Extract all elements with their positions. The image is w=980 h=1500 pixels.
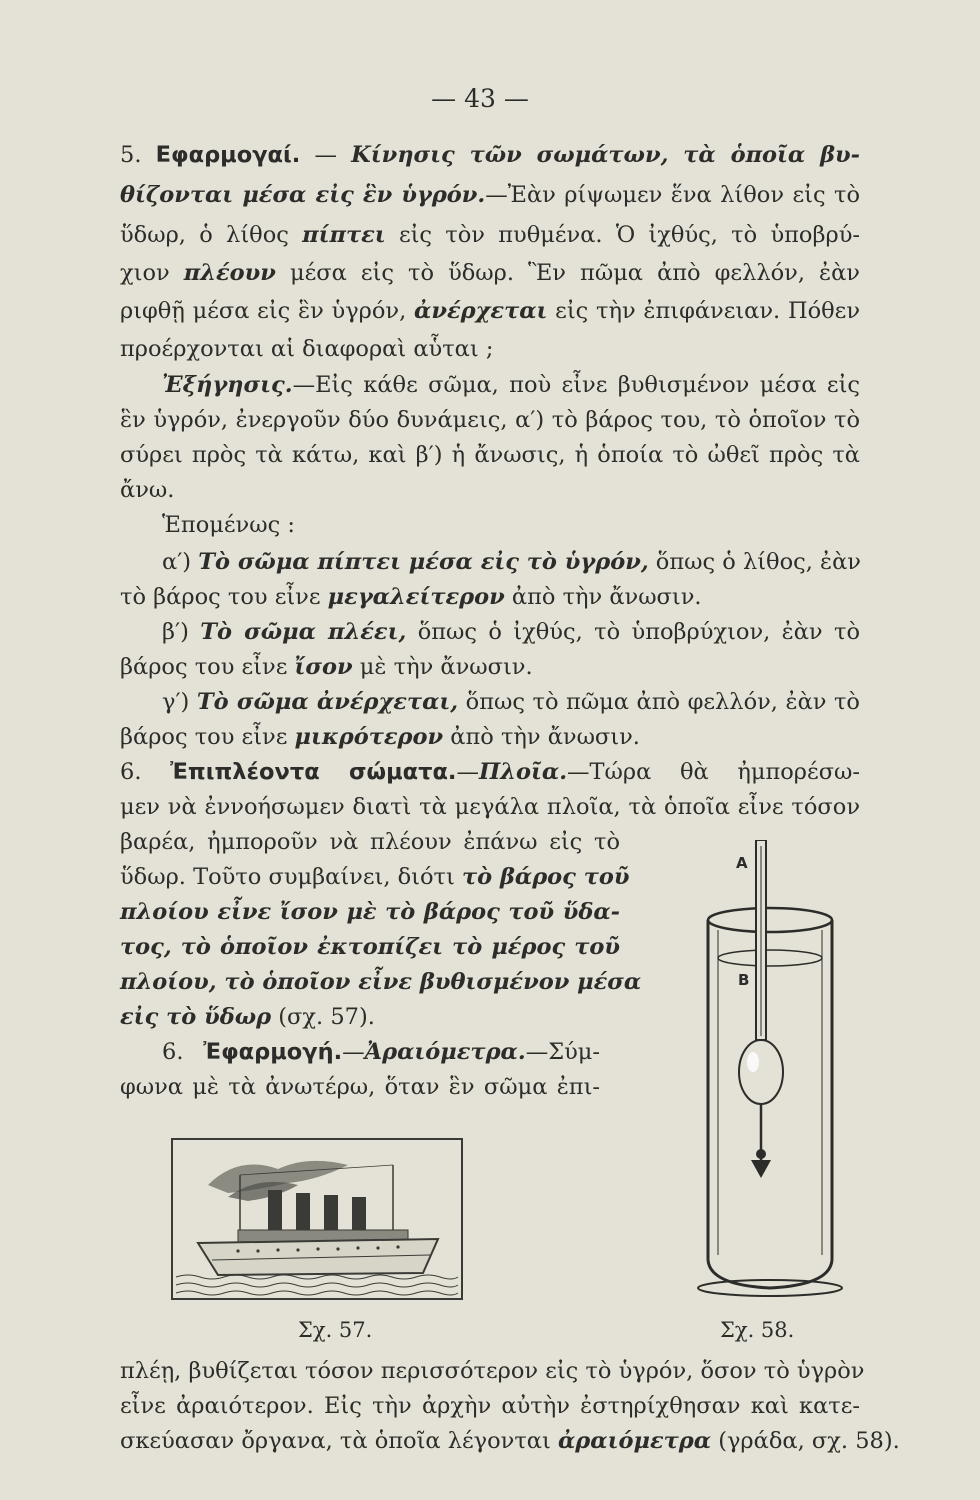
text-span: Ἑπομένως : [162,512,295,538]
text-span: μὲ τὴν ἄνωσιν. [352,654,533,680]
text-line [120,792,860,822]
text-line [162,547,860,577]
text-span: (σχ. 57). [271,1004,375,1030]
text-span: πλοίου, τὸ ὁποῖον εἶνε βυθισμένον μέσα [120,969,642,995]
page-number: — 43 — [431,84,529,113]
text-span: ἓν ὑγρόν, ἐνεργοῦν δύο δυνάμεις, α′) τὸ βάρος του, τὸ ὁποῖον τὸ [120,407,860,433]
text-span: βάρος του εἶνε [120,724,295,750]
text-line [120,1426,900,1456]
text-span: —Σύμ- [525,1039,600,1065]
text-span: θίζονται μέσα εἰς ἓν ὑγρόν. [120,182,486,208]
text-span: Τὸ σῶμα πλέει, [200,619,407,645]
text-line [162,1037,600,1067]
text-line [120,897,620,927]
text-span: μικρότερον [294,724,444,750]
text-line [120,296,860,326]
text-span: —Ἐὰν ρίψωμεν ἕνα λίθον εἰς τὸ [485,182,860,208]
text-span: Τὸ σῶμα πίπτει μέσα εἰς τὸ ὑγρόν, [198,549,649,575]
text-span: ὕδωρ. Τοῦτο συμβαίνει, διότι [120,864,462,890]
text-span: βαρέα, ἠμποροῦν νὰ πλέουν ἐπάνω εἰς τὸ [120,829,620,855]
text-line [120,405,860,435]
text-span: μεν νὰ ἐννοήσωμεν διατὶ τὰ μεγάλα πλοῖα, τὰ ὁποῖα εἶνε τόσον [120,794,860,820]
text-line [120,862,630,892]
label-a: A [736,854,748,872]
text-line [120,827,620,857]
text-span: Εφαρμογαί. [155,142,301,168]
text-line [162,687,860,717]
ship-illustration [168,1135,468,1305]
text-span: ἀπὸ τὴν ἄνωσιν. [443,724,640,750]
text-span: Ἐξήγησις. [162,372,293,398]
text-line [120,1072,600,1102]
text-span: ἴσον [294,654,353,680]
text-span: Πλοῖα. [478,759,568,785]
text-span: γ′) [162,689,197,715]
text-span: βάρος του εἶνε [120,654,295,680]
text-span: ἀπὸ τὴν ἄνωσιν. [504,584,702,610]
text-span: εἰς τὴν ἐπιφάνειαν. Πόθεν [547,298,861,324]
text-span: Ἐπιπλέοντα σώματα. [170,759,457,785]
text-span: Τὸ σῶμα ἀνέρχεται, [196,689,459,715]
figure-57-caption: Σχ. 57. [298,1318,373,1342]
text-line [120,1391,860,1421]
text-span: τὸ βάρος τοῦ [461,864,630,890]
text-span: —Εἰς κάθε σῶμα, ποὺ εἶνε βυθισμένον μέσα εἰς [292,372,860,398]
text-span: μέσα εἰς τὸ ὕδωρ. Ἓν πῶμα ἀπὸ φελλόν, ἐὰν [275,260,860,286]
text-line [120,440,860,470]
text-line [120,652,620,682]
text-span: — [342,1039,365,1065]
text-line [120,334,494,364]
text-line [162,510,362,540]
text-span: Ἀραιόμετρα. [364,1039,526,1065]
text-span: εἰς τὸ ὕδωρ [120,1004,272,1030]
text-span: σκεύασαν ὄργανα, τὰ ὁποῖα λέγονται [120,1428,558,1454]
text-span: — [300,142,352,168]
text-span: ὅπως ὁ ἰχθύς, τὸ ὑποβρύχιον, ἐὰν τὸ [406,619,860,645]
text-span: — [456,759,479,785]
text-span: Ἐφαρμογή. [203,1039,343,1065]
text-line [120,967,642,997]
text-line [120,475,220,505]
text-span: 6. [162,1039,204,1065]
text-span: ἀνέρχεται [414,298,548,324]
text-span: φωνα μὲ τὰ ἀνωτέρω, ὅταν ἓν σῶμα ἐπι- [120,1074,600,1100]
text-span: τὸ βάρος του εἶνε [120,584,328,610]
text-line [120,220,860,250]
text-span: ὕδωρ, ὁ λίθος [120,222,303,248]
text-span: πλέουν [183,260,276,286]
text-line [120,258,860,288]
text-span: πλοίου εἶνε ἴσον μὲ τὸ βάρος τοῦ ὕδα- [120,899,620,925]
text-span: β′) [162,619,201,645]
text-span: ὅπως τὸ πῶμα ἀπὸ φελλόν, ἐὰν τὸ [458,689,860,715]
text-line [120,1002,420,1032]
text-span: ὅπως ὁ λίθος, ἐὰν [648,549,861,575]
text-line [120,932,620,962]
text-span: εἶνε ἀραιότερον. Εἰς τὴν ἀρχὴν αὐτὴν ἐστηρίχθησαν καὶ κατε- [120,1393,860,1419]
text-span: 5. [120,142,156,168]
text-span: σύρει πρὸς τὰ κάτω, καὶ β′) ἡ ἄνωσις, ἡ ὁποία τὸ ὠθεῖ πρὸς τὰ [120,442,860,468]
text-line [120,140,860,170]
text-span: προέρχονται αἱ διαφοραὶ αὗται ; [120,336,494,362]
text-span: ἄνω. [120,477,175,503]
text-span: 6. [120,759,171,785]
hydrometer-illustration [690,840,880,1310]
text-span: Κίνησις τῶν σωμάτων, τὰ ὁποῖα βυ- [351,142,860,168]
text-span: α′) [162,549,199,575]
text-line [120,757,860,787]
text-span: εἰς τὸν πυθμένα. Ὁ ἰχθύς, τὸ ὑποβρύ- [385,222,860,248]
text-span: πλέῃ, βυθίζεται τόσον περισσότερον εἰς τὸ ὑγρόν, ὅσον τὸ ὑγρὸν [120,1358,865,1384]
text-span: ριφθῇ μέσα εἰς ἓν ὑγρόν, [120,298,415,324]
label-b: B [738,971,750,989]
text-span: πίπτει [302,222,386,248]
text-line [120,180,860,210]
text-line [120,722,640,752]
text-line [120,582,702,612]
text-span: χιον [120,260,184,286]
text-span: —Τώρα θὰ ἠμπορέσω- [567,759,861,785]
text-span: μεγαλείτερον [327,584,505,610]
figure-58-caption: Σχ. 58. [720,1318,795,1342]
text-line [120,1356,865,1386]
text-span: τος, τὸ ὁποῖον ἐκτοπίζει τὸ μέρος τοῦ [120,934,620,960]
text-span: (γράδα, σχ. 58). [711,1428,900,1454]
text-span: ἀραιόμετρα [557,1428,712,1454]
text-line [162,617,860,647]
text-line [162,370,860,400]
